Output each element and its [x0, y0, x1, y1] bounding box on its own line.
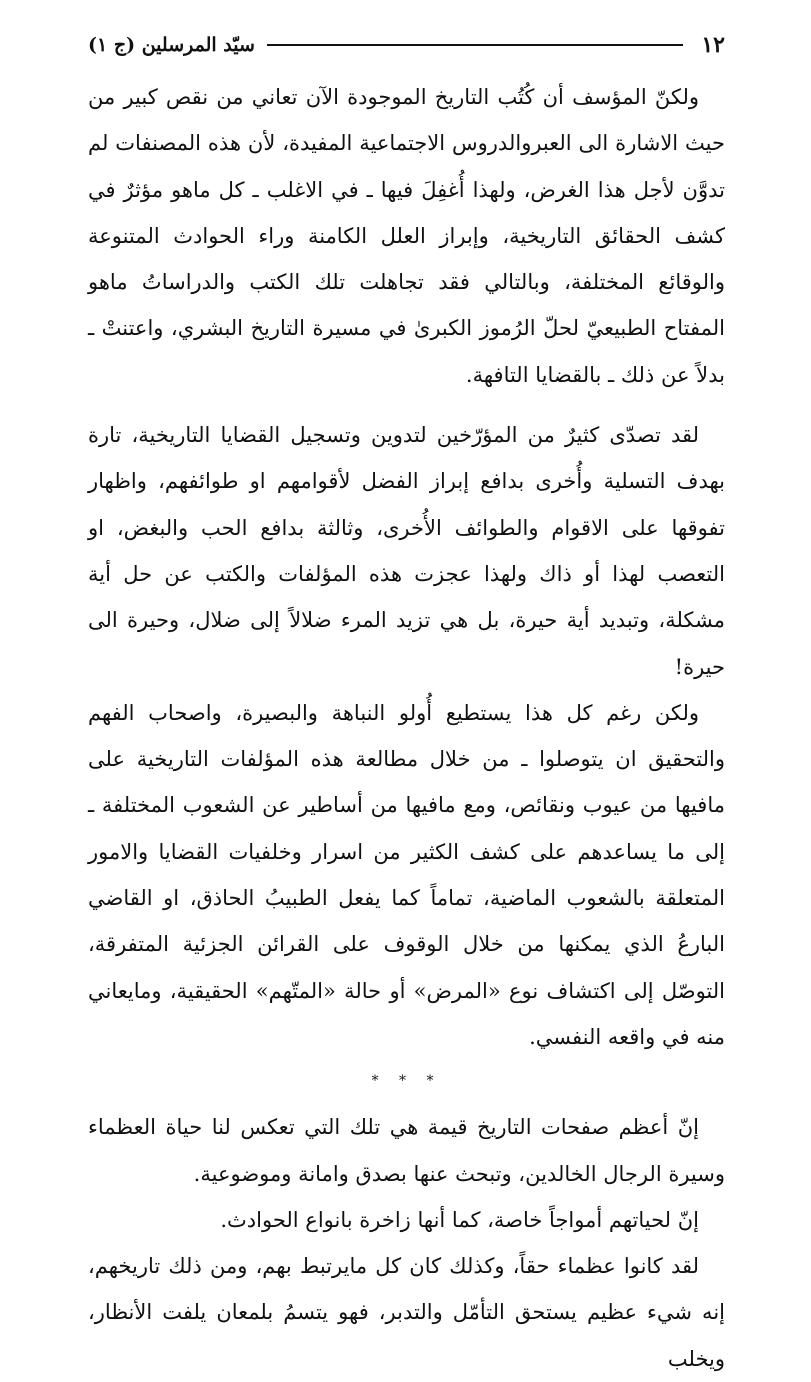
page-number: ١٢	[701, 32, 725, 58]
book-title: سيّد المرسلين (ج ١)	[88, 34, 255, 56]
header-rule	[267, 44, 683, 46]
paragraph: لقد تصدّى كثيرٌ من المؤرّخين لتدوين وتسجيل القضايا التاريخية، تارة بهدف التسلية وأُخرى بدافع إبراز الفضل لأقوامهم او طوائفهم، واظهار تفوقها على الاقوام والطوائف الأُخرى، وثالثة بدافع الحب والبغض، او التعصب لهذا أو ذاك ولهذا عجزت هذه المؤلفات والكتب عن حل أية مشكلة، وتبديد أية حيرة، بل هي تزيد المرء ضلالاً إلى ضلال، وحيرة الى حيرة!	[88, 423, 725, 679]
paragraph: إنّ أعظم صفحات التاريخ قيمة هي تلك التي تعكس لنا حياة العظماء وسيرة الرجال الخالدين، وتبحث عنها بصدق وامانة وموضوعية.	[88, 1115, 725, 1186]
paragraph: ولكنّ المؤسف أن كُتُب التاريخ الموجودة الآن تعاني من نقص كبير من حيث الاشارة الى العبروالدروس الاجتماعية المفيدة، لأن هذه المصنفات لم تدوَّن لأجل هذا الغرض، ولهذا أُغفِلَ فيها ـ في الاغلب ـ كل ماهو مؤثرٌ في كشف الحقائق التاريخية، وإبراز العلل الكامنة وراء الحوادث المتنوعة والوقائع المختلفة، وبالتالي فقد تجاهلت تلك الكتب والدراساتُ ماهو المفتاح الطبيعيّ لحلّ الرُموز الكبرىٰ في مسيرة التاريخ البشري، واعتنتْ ـ بدلاً عن ذلك ـ بالقضايا التافهة.	[88, 85, 725, 387]
page-header	[88, 30, 725, 60]
paragraph: لقد كانوا عظماء حقاً، وكذلك كان كل مايرتبط بهم، ومن ذلك تاريخهم، إنه شيء عظيم يستحق التأمّل والتدبر، فهو يتسمُ بلمعان يلفت الأنظار، ويخلب	[88, 1254, 725, 1371]
section-separator: * * *	[371, 1073, 442, 1090]
paragraph: إنّ لحياتهم أمواجاً خاصة، كما أنها زاخرة بانواع الحوادث.	[220, 1207, 699, 1232]
page-body	[88, 74, 725, 1382]
paragraph: ولكن رغم كل هذا يستطيع أُولو النباهة والبصيرة، واصحاب الفهم والتحقيق ان يتوصلوا ـ من خلال مطالعة هذه المؤلفات التاريخية على مافيها من عيوب ونقائص، ومع مافيها من أساطير عن الشعوب المختلفة ـ إلى ما يساعدهم على كشف الكثير من اسرار وخلفيات القضايا والامور المتعلقة بالشعوب الماضية، تماماً كما يفعل الطبيبُ الحاذق، او القاضي البارعُ الذي يمكنها من خلال الوقوف على القرائن الجزئية المتفرقة، التوصّل إلى اكتشاف نوع «المرض» أو حالة «المتّهم» الحقيقية، ومايعاني منه في واقعه النفسي.	[88, 700, 725, 1049]
